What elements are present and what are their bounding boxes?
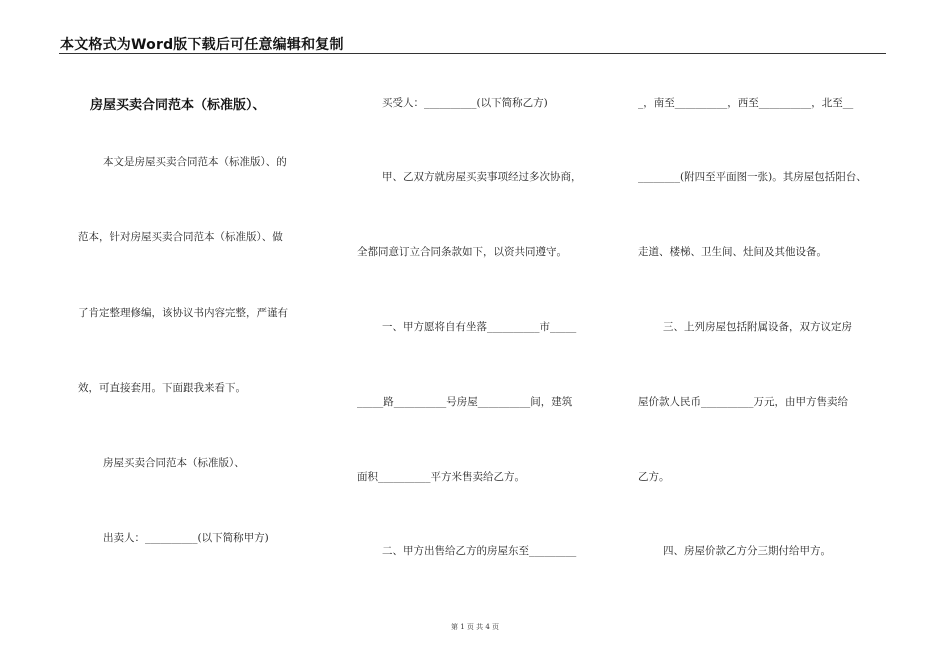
col1-line-6: 出卖人：__________(以下简称甲方) bbox=[103, 532, 269, 544]
col2-line-3: 全都同意订立合同条款如下，以资共同遵守。 bbox=[357, 246, 567, 258]
format-banner: 本文格式为Word版下载后可任意编辑和复制 bbox=[60, 37, 344, 53]
col1-line-1: 本文是房屋买卖合同范本（标准版）、的 bbox=[103, 156, 287, 168]
col3-line-4: 三、上列房屋包括附属设备，双方议定房 bbox=[663, 321, 852, 333]
col1-line-5: 房屋买卖合同范本（标准版）、 bbox=[103, 457, 245, 469]
col3-line-7: 四、房屋价款乙方分三期付给甲方。 bbox=[663, 545, 831, 557]
document-heading: 房屋买卖合同范本（标准版）、 bbox=[90, 98, 266, 113]
col2-line-5: _____路__________号房屋__________间，建筑 bbox=[357, 396, 573, 408]
col3-line-3: 走道、楼梯、卫生间、灶间及其他设备。 bbox=[638, 246, 827, 258]
col1-line-3: 了肯定整理修编，该协议书内容完整，严谨有 bbox=[78, 307, 288, 319]
col2-line-6: 面积__________平方米售卖给乙方。 bbox=[357, 471, 525, 483]
col2-line-2: 甲、乙双方就房屋买卖事项经过多次协商， bbox=[382, 171, 582, 183]
col3-line-2: ________(附四至平面图一张)。其房屋包括阳台、 bbox=[638, 171, 867, 183]
header-rule bbox=[59, 53, 886, 54]
col3-line-1: _，南至__________，西至__________，北至__ bbox=[638, 97, 854, 109]
col1-line-2: 范本，针对房屋买卖合同范本（标准版）、做 bbox=[78, 231, 283, 243]
col3-line-5: 屋价款人民币__________万元，由甲方售卖给 bbox=[638, 396, 848, 408]
col3-line-6: 乙方。 bbox=[638, 471, 670, 483]
col2-line-4: 一、甲方愿将自有坐落__________市_____ bbox=[382, 321, 577, 333]
col2-line-7: 二、甲方出售给乙方的房屋东至_________ bbox=[382, 545, 577, 557]
col1-line-4: 效，可直接套用。下面跟我来看下。 bbox=[78, 382, 246, 394]
page-number: 第 1 页 共 4 页 bbox=[450, 623, 500, 631]
col2-line-1: 买受人：__________(以下简称乙方) bbox=[382, 97, 548, 109]
